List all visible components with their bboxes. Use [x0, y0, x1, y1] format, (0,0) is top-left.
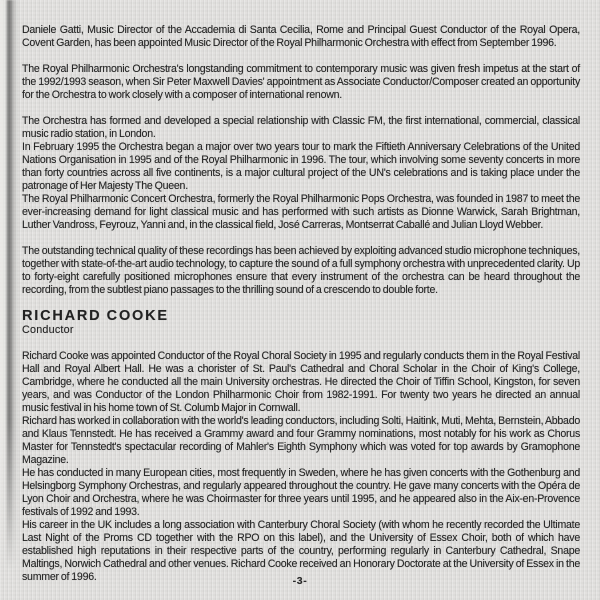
paragraph-daniele-gatti: Daniele Gatti, Music Director of the Accademia di Santa Cecilia, Rome and Principal Guest Conductor of the Royal Opera, Covent Garden, has been appointed Music Director of the Royal Philharmonic Orchestra with effect from September 1996. — [22, 24, 580, 49]
page-number: -3- — [292, 575, 308, 587]
section-subheading-conductor: Conductor — [22, 324, 74, 336]
paragraph-recording-quality: The outstanding technical quality of these recordings has been achieved by exploiting advanced studio microphone techniques, together with state-of-the-art audio technology, to capture the sound of a full symphony orchestra with unprecedented clarity. Up to forty-eight carefully positioned microphones ensure that every instrument of the orchestra can be heard throughout the recording, from the subtlest piano passages to the thrilling sound of a crescendo to double forte. — [22, 245, 580, 296]
orchestra-concert-orchestra-line: The Royal Philharmonic Concert Orchestra, formerly the Royal Philharmonic Pops Orchestra, was founded in 1987 to meet the ever-increasing demand for light classical music and has performed with such artists as Dionne Warwick, Sarah Brightman, Luther Vandross, Feyrouz, Yanni and, in the classical field, José Carreras, Montserrat Caballé and Julian Lloyd Webber. — [22, 193, 580, 231]
paragraph-block-orchestra-activities — [22, 115, 580, 232]
bio-european-cities-line: He has conducted in many European cities, most frequently in Sweden, where he has given concerts with the Gothenburg and Helsingborg Symphony Orchestras, and regularly appeared throughout the country. He gave many concerts with the Opéra de Lyon Choir and Orchestra, where he was Choirmaster for three years until 1995, and he appeared also in the Aix-en-Provence festivals of 1992 and 1993. — [22, 467, 580, 518]
page-edge-shadow — [0, 0, 19, 600]
bio-leading-conductors-line: Richard has worked in collaboration with the world's leading conductors, including Solti, Haitink, Muti, Mehta, Bernstein, Abbado and Klaus Tennstedt. He has received a Grammy award and four Grammy nominations, most notably for his work as Chorus Master for Tennstedt's spectacular recording of Mahler's Eighth Symphony which was voted for top awards by Gramophone Magazine. — [22, 415, 580, 466]
paragraph-block-richard-cooke-bio — [22, 350, 580, 584]
orchestra-un-tour-line: In February 1995 the Orchestra began a major over two years tour to mark the Fiftieth Anniversary Celebrations of the United Nations Organisation in 1995 and of the Royal Philharmonic in 1996. The tour, which involving some seventy concerts in more than forty countries across all five continents, is a major cultural project of the UN's celebrations and is taking place under the patronage of Her Majesty The Queen. — [22, 141, 580, 192]
booklet-page-content — [22, 24, 580, 597]
orchestra-classic-fm-line: The Orchestra has formed and developed a special relationship with Classic FM, the first international, commercial, classical music radio station, in London. — [22, 115, 580, 140]
section-heading-richard-cooke: RICHARD COOKE — [22, 308, 169, 324]
bio-uk-career-line: His career in the UK includes a long association with Canterbury Choral Society (with whom he recently recorded the Ultimate Last Night of the Proms CD together with the RPO on this label), and the University of Essex Choir, both of which have established high reputations in their respective parts of the country, performing regularly in Canterbury Cathedral, Snape Maltings, Norwich Cathedral and other venues. Richard Cooke received an Honorary Doctorate at the University of Essex in the summer of 1996. — [22, 519, 580, 583]
bio-royal-choral-society-line: Richard Cooke was appointed Conductor of the Royal Choral Society in 1995 and regularly conducts them in the Royal Festival Hall and Royal Albert Hall. He was a chorister of St. Paul's Cathedral and Choral Scholar in the Choir of King's College, Cambridge, where he conducted all the main University orchestras. He directed the Choir of Tiffin School, Kingston, for seven years, and was Conductor of the London Philharmonic Choir from 1982-1991. For twenty two years he directed an annual music festival in his home town of St. Columb Major in Cornwall. — [22, 350, 580, 414]
paragraph-contemporary-music: The Royal Philharmonic Orchestra's longstanding commitment to contemporary music was given fresh impetus at the start of the 1992/1993 season, when Sir Peter Maxwell Davies' appointment as Associate Conductor/Composer created an opportunity for the Orchestra to work closely with a composer of international renown. — [22, 63, 580, 101]
